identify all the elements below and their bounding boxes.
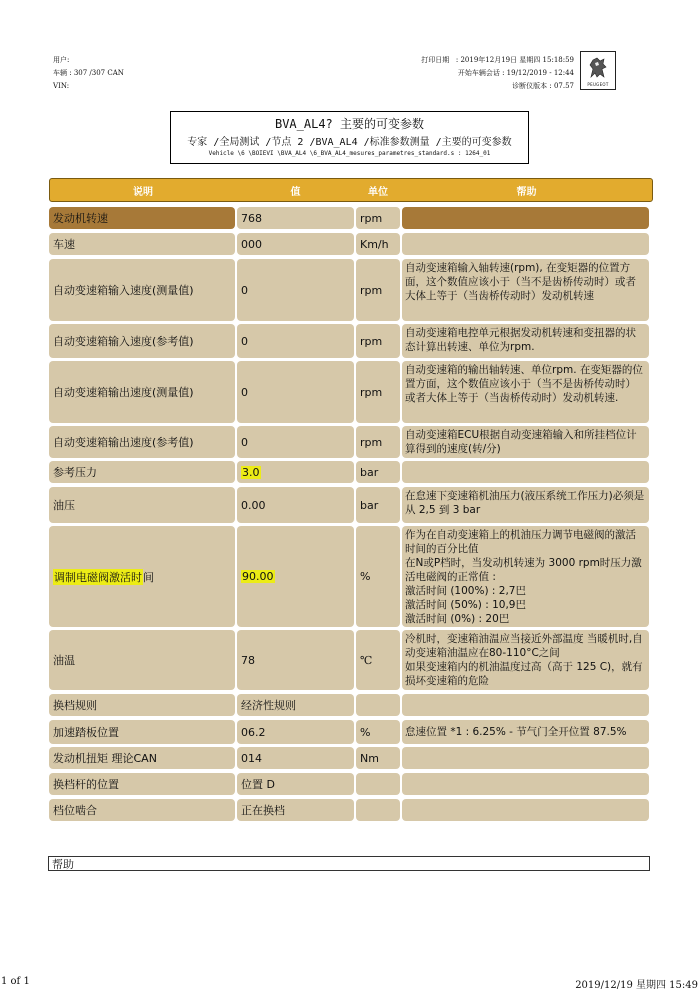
row-unit: rpm (356, 207, 400, 229)
row-desc: 自动变速箱输出速度(参考值) (49, 426, 235, 458)
table-row[interactable] (49, 361, 649, 423)
row-desc: 油温 (49, 630, 235, 690)
row-help: 自动变速箱的输出轴转速、单位rpm. 在变矩器的位置方面，这个数值应该小于（当不是齿桥传动时）或者大体上等于（当齿桥传动时）发动机转速. (402, 361, 649, 423)
row-value: 经济性规则 (237, 694, 354, 716)
row-unit (356, 773, 400, 795)
row-unit (356, 799, 400, 821)
row-unit: Nm (356, 747, 400, 769)
table-row[interactable] (49, 526, 649, 627)
header-desc: 说明 (133, 186, 153, 198)
row-unit: rpm (356, 259, 400, 321)
header-help: 帮助 (516, 186, 537, 198)
page-count: 1 of 1 (1, 976, 30, 987)
row-unit: % (356, 720, 400, 744)
row-value: 0 (237, 324, 354, 358)
row-desc: 档位啮合 (49, 799, 235, 821)
table-row[interactable] (49, 630, 649, 690)
row-value: 0.00 (237, 487, 354, 523)
row-desc-rest: 间 (143, 570, 154, 584)
row-unit: Km/h (356, 233, 400, 255)
row-desc: 自动变速箱输出速度(测量值) (49, 361, 235, 423)
row-help (402, 747, 649, 769)
row-desc: 加速踏板位置 (49, 720, 235, 744)
table-row[interactable] (49, 426, 649, 458)
print-date-value: : 2019年12月19日 星期四 15:18:59 (455, 56, 574, 64)
vin-label: VIN: (53, 82, 70, 90)
row-unit: rpm (356, 426, 400, 458)
table-row[interactable] (49, 799, 649, 821)
header-left (53, 54, 124, 93)
table-header (49, 178, 653, 202)
row-value: 0 (237, 426, 354, 458)
breadcrumb: 专家 /全局测试 /节点 2 /BVA_AL4 /标准参数测量 /主要的可变参数 (187, 137, 512, 148)
row-value: 768 (237, 207, 354, 229)
session-label: 开始车辆会话 (457, 69, 500, 77)
header-value: 值 (290, 186, 301, 198)
diag-value: : 07.57 (549, 82, 574, 90)
vehicle-value: : 307 /307 CAN (69, 69, 124, 77)
vehicle-path: Vehicle \6 \BOIEVI \BVA_AL4 \6_BVA_AL4_mesures_parametres_standard.s : 1264_01 (208, 150, 491, 157)
row-unit (356, 694, 400, 716)
row-unit: ℃ (356, 630, 400, 690)
row-desc-highlight: 调制电磁阀激活时 (54, 570, 142, 584)
row-unit: bar (356, 487, 400, 523)
row-value: 06.2 (237, 720, 354, 744)
row-help (402, 233, 649, 255)
table-row[interactable] (49, 487, 649, 523)
row-value-cell (237, 526, 354, 627)
row-value: 正在换档 (237, 799, 354, 821)
row-value: 014 (237, 747, 354, 769)
row-help: 冷机时，变速箱油温应当接近外部温度 当暖机时,自动变速箱油温应在80-110°C之间 如果变速箱内的机油温度过高（高于 125 C)，就有损坏变速箱的危险 (402, 630, 649, 690)
footer-datetime: 2019/12/19 星期四 15:49 (575, 980, 698, 991)
row-help (402, 694, 649, 716)
vehicle-line (53, 67, 124, 80)
row-value: 78 (237, 630, 354, 690)
row-unit: bar (356, 461, 400, 483)
print-date-line (421, 54, 574, 67)
row-desc: 发动机转速 (49, 207, 235, 229)
header-unit: 单位 (368, 186, 388, 198)
row-help (402, 773, 649, 795)
row-unit: % (356, 526, 400, 627)
row-help (402, 461, 649, 483)
table-row[interactable] (49, 720, 649, 744)
row-value: 0 (237, 259, 354, 321)
row-help (402, 799, 649, 821)
print-date-label: 打印日期 (421, 56, 450, 64)
row-value: 位置 D (237, 773, 354, 795)
row-desc: 车速 (49, 233, 235, 255)
diag-line (421, 80, 574, 93)
title-box (170, 111, 529, 164)
logo-text: PEUGEOT (587, 82, 609, 87)
row-desc: 发动机扭矩 理论CAN (49, 747, 235, 769)
row-help (402, 207, 649, 229)
row-value: 000 (237, 233, 354, 255)
row-desc: 换档杆的位置 (49, 773, 235, 795)
row-help: 怠速位置 *1 : 6.25% - 节气门全开位置 87.5% (402, 720, 649, 744)
row-value: 3.0 (242, 465, 260, 479)
row-help: 自动变速箱输入轴转速(rpm), 在变矩器的位置方面，这个数值应该小于（当不是齿桥传动时）或者大体上等于（当齿桥传动时）发动机转速 (402, 259, 649, 321)
row-desc: 自动变速箱输入速度(测量值) (49, 259, 235, 321)
table-row[interactable] (49, 461, 649, 483)
row-desc: 换档规则 (49, 694, 235, 716)
page-title: BVA_AL4? 主要的可变参数 (274, 117, 425, 131)
table-row[interactable] (49, 747, 649, 769)
user-label: 用户: (53, 56, 70, 64)
row-help: 作为在自动变速箱上的机油压力调节电磁阀的激活时间的百分比值 在N或P档时，当发动机转速为 3000 rpm时压力激活电磁阀的正常值 : 激活时间 (100%) : 2,7巴 激活时间 (50%) : 10,9巴 激活时间 (0%) : 20巴 (402, 526, 649, 627)
peugeot-logo (580, 51, 616, 90)
row-unit: rpm (356, 324, 400, 358)
row-desc-cell (49, 526, 235, 627)
table-row[interactable] (49, 207, 649, 229)
row-help: 自动变速箱电控单元根据发动机转速和变扭器的状态计算出转速、单位为rpm. (402, 324, 649, 358)
row-unit: rpm (356, 361, 400, 423)
table-row[interactable] (49, 773, 649, 795)
row-value: 0 (237, 361, 354, 423)
session-value: : 19/12/2019 - 12:44 (502, 69, 574, 77)
lion-icon (585, 55, 611, 79)
row-desc: 油压 (49, 487, 235, 523)
header-right (421, 54, 574, 93)
table-row[interactable] (49, 324, 649, 358)
row-help: 自动变速箱ECU根据自动变速箱输入和所挂档位计算得到的速度(转/分) (402, 426, 649, 458)
row-help: 在怠速下变速箱机油压力(液压系统工作压力)必须是从 2,5 到 3 bar (402, 487, 649, 523)
diag-label: 诊断仪版本 (512, 82, 548, 90)
row-desc: 参考压力 (49, 461, 235, 483)
help-bar[interactable]: 帮助 (48, 856, 650, 871)
table-row[interactable] (49, 233, 649, 255)
row-value: 90.00 (242, 570, 274, 583)
table-row[interactable] (49, 259, 649, 321)
vehicle-label: 车辆 (53, 69, 67, 77)
row-value-cell (237, 461, 354, 483)
row-desc: 自动变速箱输入速度(参考值) (49, 324, 235, 358)
session-line (421, 67, 574, 80)
table-row[interactable] (49, 694, 649, 716)
